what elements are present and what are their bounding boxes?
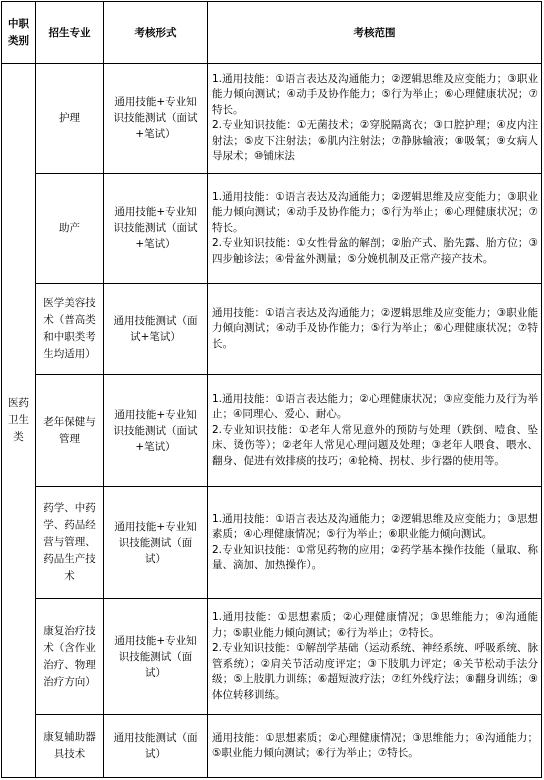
table-row: [2, 486, 542, 599]
form-cell: 通用技能+专业知识技能测试（面试+笔试）: [104, 64, 208, 174]
major-cell: 助产: [36, 173, 104, 284]
major-cell: 护理: [36, 64, 104, 174]
scope-cell: [208, 284, 542, 375]
major-cell: 老年保健与管理: [36, 375, 104, 487]
scope-paragraph: 通用技能：①思想素质；②心理健康情况；③思维能力；④沟通能力；⑤职业能力倾向测试；⑥行为举止；⑦特长。: [212, 731, 538, 760]
scope-paragraph: 1.通用技能：①语言表达能力；②心理健康状况；③应变能力及行为举止；④同理心、爱心、耐心。: [212, 392, 538, 421]
scope-paragraph: 1.通用技能：①语言表达及沟通能力；②逻辑思维及应变能力；③思想素质；④心理健康情况；⑤行为举止；⑥职业能力倾向测试。: [212, 512, 538, 541]
major-cell: 药学、中药学、药品经营与管理、药品生产技术: [36, 486, 104, 599]
scope-paragraph: 1.通用技能：①思想素质；②心理健康情况；③思维能力；④沟通能力；⑤职业能力倾向测试；⑥行为举止；⑦特长。: [212, 611, 538, 639]
table-row: [2, 715, 542, 778]
scope-paragraph: 1.通用技能：①语言表达及沟通能力；②逻辑思维及应变能力；③职业能力倾向测试；④动手及协作能力；⑤行为举止；⑥心理健康状况；⑦特长。: [212, 72, 538, 116]
scope-cell: [208, 715, 542, 778]
scope-paragraph: 2.专业知识技能：①女性骨盆的解剖；②胎产式、胎先露、胎方位；③四步触诊法；④骨盆外测量；⑤分娩机制及正常产接产技术。: [212, 237, 538, 265]
form-cell: 通用技能+专业知识技能测试（面试）: [104, 486, 208, 599]
table-row: [2, 173, 542, 284]
form-cell: 通用技能测试（面试）: [104, 715, 208, 778]
admission-assessment-table: [1, 1, 542, 778]
scope-paragraph: 2.专业知识技能：①常见药物的应用；②药学基本操作技能（量取、称量、滴加、加热操作）。: [212, 543, 538, 572]
form-cell: 通用技能+专业知识技能测试（面试+笔试）: [104, 375, 208, 487]
table-row: [2, 284, 542, 375]
scope-cell: [208, 486, 542, 599]
form-cell: 通用技能+专业知识技能测试（面试）: [104, 599, 208, 715]
table-row: [2, 64, 542, 174]
form-cell: 通用技能测试（面试+笔试）: [104, 284, 208, 375]
header-form: 考核形式: [104, 2, 208, 64]
scope-cell: [208, 173, 542, 284]
category-cell: 医药卫生类: [2, 64, 36, 778]
major-cell: 康复治疗技术（含作业治疗、物理治疗方向）: [36, 599, 104, 715]
scope-paragraph: 2.专业知识技能：①无菌技术；②穿脱隔离衣；③口腔护理；④皮内注射法；⑤皮下注射法；⑥肌内注射法；⑦静脉输液；⑧吸氧；⑨女病人导尿术；⑩铺床法: [212, 119, 538, 163]
scope-paragraph: 2.专业知识技能：①老年人常见意外的预防与处理（跌倒、噎食、坠床、烫伤等）；②老年人常见心理问题及处理；③老年人喂食、喂水、翻身、促进有效排痰的技巧；④轮椅、拐杖、步行器的使用等。: [212, 423, 538, 467]
scope-cell: [208, 599, 542, 715]
major-cell: 康复辅助器具技术: [36, 715, 104, 778]
header-scope: 考核范围: [208, 2, 542, 64]
header-category: 中职类别: [2, 2, 36, 64]
scope-cell: [208, 64, 542, 174]
table-row: [2, 599, 542, 715]
major-cell: 医学美容技术（普高类和中职类考生均适用）: [36, 284, 104, 375]
scope-paragraph: 通用技能：①语言表达及沟通能力；②逻辑思维及应变能力；③职业能力倾向测试；④动手及协作能力；⑤行为举止；⑥心理健康状况；⑦特长。: [212, 306, 538, 350]
form-cell: 通用技能+专业知识技能测试（面试+笔试）: [104, 173, 208, 284]
scope-paragraph: 2.专业知识技能：①解剖学基础（运动系统、神经系统、呼吸系统、脉管系统）；②肩关节活动度评定；③下肢肌力评定；④关节松动手法分级；⑤上肢肌力训练；⑥超短波疗法；⑦红外线疗法；⑧翻身训练；⑨体位转移训练。: [212, 642, 538, 701]
table-row: [2, 375, 542, 487]
scope-paragraph: 1.通用技能：①语言表达及沟通能力；②逻辑思维及应变能力；③职业能力倾向测试；④动手及协作能力；⑤行为举止；⑥心理健康状况；⑦特长。: [212, 190, 538, 234]
header-row: [2, 2, 542, 64]
scope-cell: [208, 375, 542, 487]
header-major: 招生专业: [36, 2, 104, 64]
